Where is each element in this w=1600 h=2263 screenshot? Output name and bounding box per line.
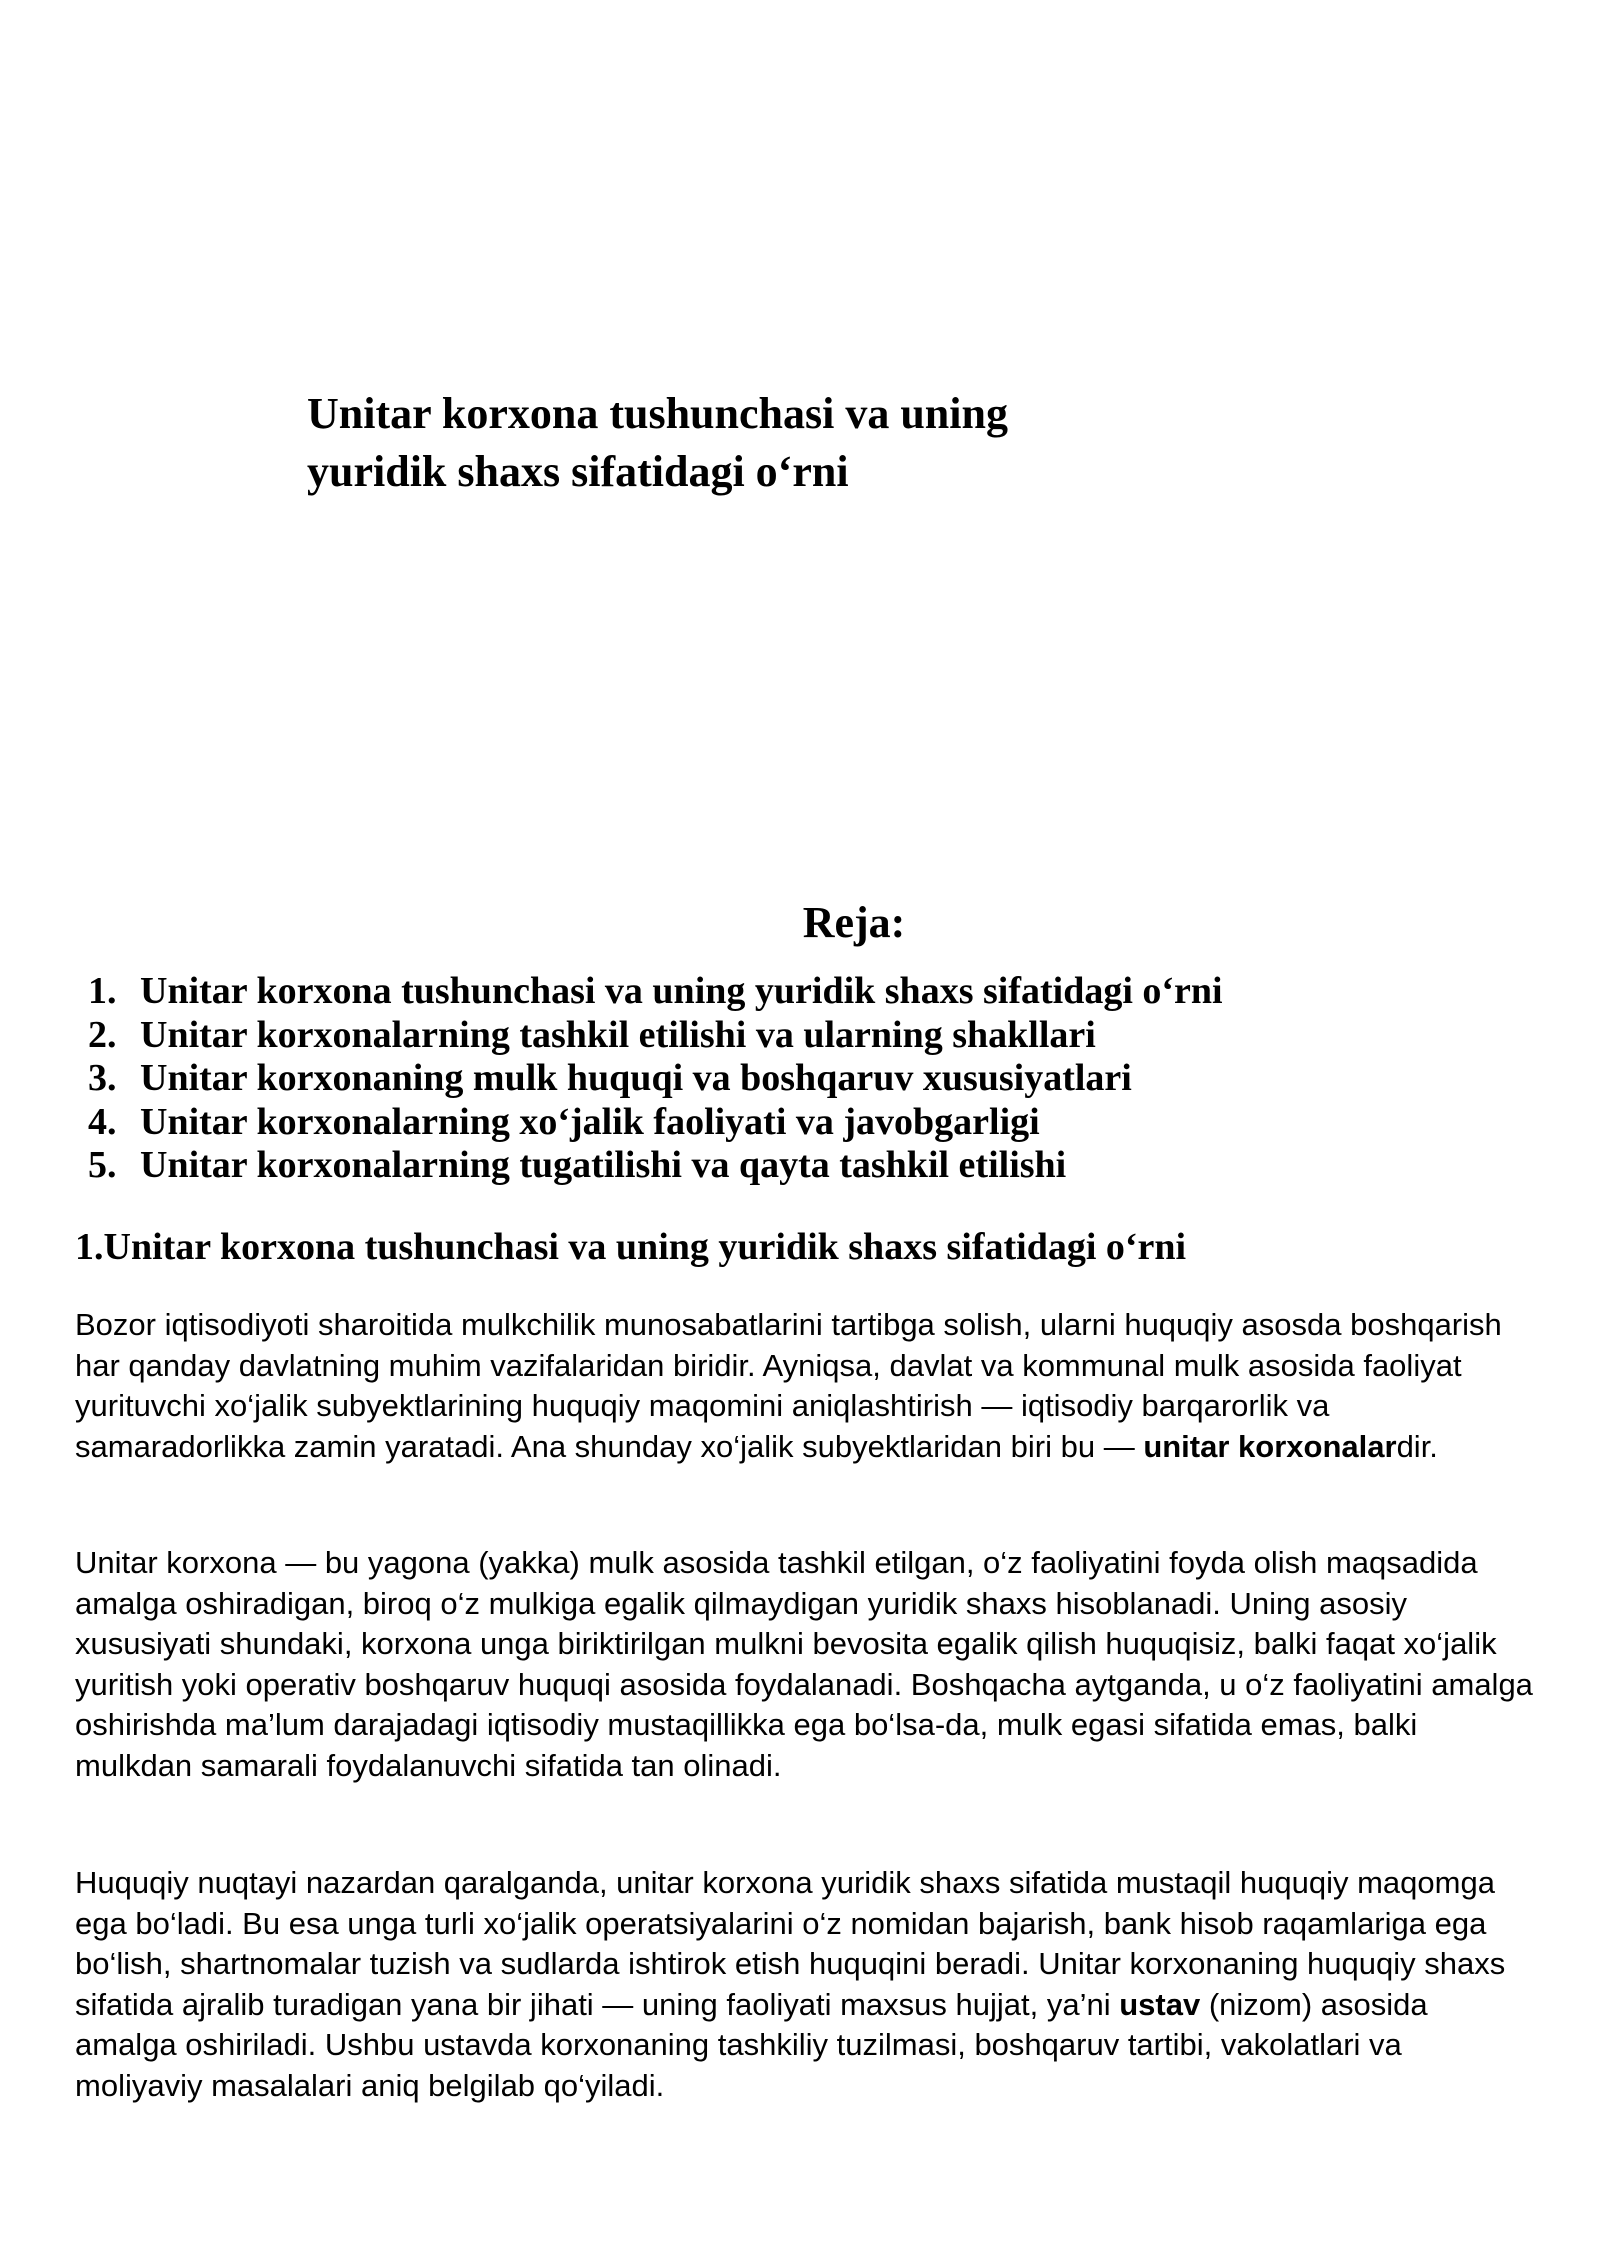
plan-item-number: 4. xyxy=(88,1100,117,1143)
plan-item-text: Unitar korxonalarning xo‘jalik faoliyati va javobgarligi xyxy=(140,1100,1040,1143)
paragraph-text: Bozor iqtisodiyoti sharoitida mulkchilik munosabatlarini tartibga solish, ularni huquqiy asosda boshqarish har qanday davlatning muhim vazifalaridan biridir. Ayniqsa, davlat va kommunal mulk asosida faoliyat yurituvchi xo‘jalik subyektlarining huquqiy maqomini aniqlashtirish — iqtisodiy barqarorlik va samaradorlikka zamin yaratadi. Ana shunday xo‘jalik subyektlaridan biri bu — xyxy=(75,1307,1502,1464)
plan-item-number: 3. xyxy=(88,1057,117,1099)
plan-item-number: 1. xyxy=(88,970,117,1012)
plan-item-text: Unitar korxonalarning tugatilishi va qayta tashkil etilishi xyxy=(140,1144,1067,1186)
paragraph-text: (nizom) asosida amalga oshiriladi. Ushbu ustavda korxonaning tashkiliy tuzilmasi, boshqaruv tartibi, vakolatlari va moliyaviy masalalari aniq belgilab qo‘yiladi. xyxy=(75,1986,1428,2103)
document-title-line-1: Unitar korxona tushunchasi va uning xyxy=(307,389,1008,438)
plan-item xyxy=(88,970,1508,1014)
plan-item xyxy=(88,1057,1508,1101)
paragraph-text: Huquqiy nuqtayi nazardan qaralganda, unitar korxona yuridik shaxs sifatida mustaqil huquqiy maqomga ega bo‘ladi. Bu esa unga turli xo‘jalik operatsiyalarini o‘z nomidan bajarish, bank hisob raqamlariga ega bo‘lish, shartnomalar tuzish va sudlarda ishtirok etish huquqini beradi. Unitar korxonaning huquqiy shaxs sifatida ajralib turadigan yana bir jihati — uning faoliyati maxsus hujjat, ya’ni xyxy=(75,1865,1506,2022)
plan-item xyxy=(88,1144,1508,1188)
body-paragraph-3 xyxy=(75,1863,1535,2106)
body-paragraph-2 xyxy=(75,1543,1535,1786)
document-title xyxy=(307,385,1207,501)
plan-item-text: Unitar korxonaning mulk huquqi va boshqaruv xususiyatlari xyxy=(140,1057,1132,1099)
plan-item-number: 2. xyxy=(88,1013,117,1056)
section-heading: 1.Unitar korxona tushunchasi va uning yuridik shaxs sifatidagi o‘rni xyxy=(75,1226,1187,1268)
paragraph-bold-term: unitar korxonalar xyxy=(1143,1428,1397,1464)
plan-item xyxy=(88,1014,1508,1058)
body-paragraph-1 xyxy=(75,1305,1535,1467)
plan-item-number: 5. xyxy=(88,1144,117,1186)
plan-item xyxy=(88,1101,1508,1145)
paragraph-text: Unitar korxona — bu yagona (yakka) mulk asosida tashkil etilgan, o‘z faoliyatini foyda olish maqsadida amalga oshiradigan, biroq o‘z mulkiga egalik qilmaydigan yuridik shaxs hisoblanadi. Uning asosiy xususiyati shundaki, korxona unga biriktirilgan mulkni bevosita egalik qilish huquqisiz, balki faqat xo‘jalik yuritish yoki operativ boshqaruv huquqi asosida foydalanadi. Boshqacha aytganda, u o‘z faoliyatini amalga oshirishda ma’lum darajadagi iqtisodiy mustaqillikka ega bo‘lsa-da, mulk egasi sifatida emas, balki mulkdan samarali foydalanuvchi sifatida tan olinadi. xyxy=(75,1545,1533,1783)
plan-item-text: Unitar korxonalarning tashkil etilishi va ularning shakllari xyxy=(140,1013,1096,1056)
paragraph-bold-term: ustav xyxy=(1119,1986,1201,2022)
plan-list xyxy=(88,970,1508,1188)
plan-item-text: Unitar korxona tushunchasi va uning yuridik shaxs sifatidagi o‘rni xyxy=(140,970,1223,1012)
document-title-line-2: yuridik shaxs sifatidagi o‘rni xyxy=(307,447,849,496)
paragraph-text: dir. xyxy=(1396,1428,1438,1464)
plan-heading: Reja: xyxy=(802,898,906,947)
